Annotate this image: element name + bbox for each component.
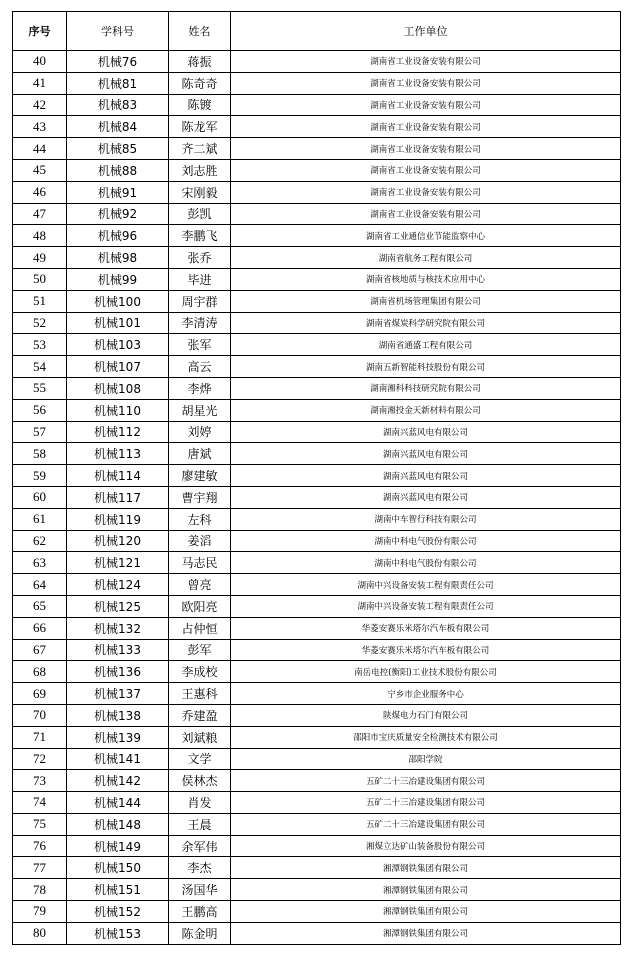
cell-name: 肖发 <box>169 792 231 814</box>
header-row <box>13 12 621 51</box>
cell-subject-no: 机械85 <box>67 138 169 160</box>
cell-subject-no: 机械110 <box>67 399 169 421</box>
table-row <box>13 138 621 160</box>
cell-name: 李成校 <box>169 661 231 683</box>
cell-employer: 湖南省机场管理集团有限公司 <box>231 290 621 312</box>
cell-employer: 湖南中科电气股份有限公司 <box>231 552 621 574</box>
cell-name: 张乔 <box>169 247 231 269</box>
table-row <box>13 574 621 596</box>
table-row <box>13 901 621 923</box>
cell-employer: 湖南省工业设备安装有限公司 <box>231 51 621 73</box>
table-row <box>13 94 621 116</box>
cell-index: 67 <box>13 639 67 661</box>
cell-employer: 湖南省工业通信业节能监察中心 <box>231 225 621 247</box>
cell-employer: 湘潭钢铁集团有限公司 <box>231 857 621 879</box>
cell-subject-no: 机械88 <box>67 159 169 181</box>
cell-subject-no: 机械138 <box>67 704 169 726</box>
cell-name: 李杰 <box>169 857 231 879</box>
cell-name: 左科 <box>169 508 231 530</box>
table-row <box>13 181 621 203</box>
table-header <box>13 12 621 51</box>
table-row <box>13 443 621 465</box>
cell-employer: 湖南湘投金天新材料有限公司 <box>231 399 621 421</box>
cell-employer: 湖南省工业设备安装有限公司 <box>231 159 621 181</box>
cell-employer: 南岳电控(衡阳)工业技术股份有限公司 <box>231 661 621 683</box>
table-row <box>13 159 621 181</box>
cell-employer: 邵阳市宝庆质量安全检测技术有限公司 <box>231 726 621 748</box>
cell-employer: 湖南省工业设备安装有限公司 <box>231 94 621 116</box>
cell-subject-no: 机械91 <box>67 181 169 203</box>
cell-name: 陈金明 <box>169 922 231 944</box>
cell-name: 侯林杰 <box>169 770 231 792</box>
cell-subject-no: 机械99 <box>67 268 169 290</box>
cell-subject-no: 机械76 <box>67 51 169 73</box>
table-row <box>13 617 621 639</box>
cell-employer: 宁乡市企业服务中心 <box>231 683 621 705</box>
cell-subject-no: 机械151 <box>67 879 169 901</box>
table-row <box>13 51 621 73</box>
table-row <box>13 486 621 508</box>
cell-name: 胡星光 <box>169 399 231 421</box>
cell-subject-no: 机械92 <box>67 203 169 225</box>
cell-name: 宋刚毅 <box>169 181 231 203</box>
cell-index: 62 <box>13 530 67 552</box>
cell-name: 高云 <box>169 356 231 378</box>
cell-index: 66 <box>13 617 67 639</box>
cell-subject-no: 机械139 <box>67 726 169 748</box>
cell-employer: 湖南中科电气股份有限公司 <box>231 530 621 552</box>
table-row <box>13 595 621 617</box>
cell-employer: 湖南省工业设备安装有限公司 <box>231 72 621 94</box>
cell-name: 齐二斌 <box>169 138 231 160</box>
cell-subject-no: 机械153 <box>67 922 169 944</box>
cell-subject-no: 机械103 <box>67 334 169 356</box>
table-row <box>13 465 621 487</box>
table-row <box>13 748 621 770</box>
cell-index: 63 <box>13 552 67 574</box>
cell-index: 78 <box>13 879 67 901</box>
cell-subject-no: 机械120 <box>67 530 169 552</box>
cell-employer: 湖南兴蓝风电有限公司 <box>231 421 621 443</box>
cell-index: 60 <box>13 486 67 508</box>
cell-employer: 五矿二十三冶建设集团有限公司 <box>231 770 621 792</box>
cell-index: 42 <box>13 94 67 116</box>
cell-index: 69 <box>13 683 67 705</box>
cell-name: 王惠科 <box>169 683 231 705</box>
cell-index: 77 <box>13 857 67 879</box>
cell-subject-no: 机械133 <box>67 639 169 661</box>
cell-name: 廖建敏 <box>169 465 231 487</box>
cell-name: 汤国华 <box>169 879 231 901</box>
cell-name: 刘斌粮 <box>169 726 231 748</box>
table-row <box>13 312 621 334</box>
cell-index: 40 <box>13 51 67 73</box>
cell-subject-no: 机械141 <box>67 748 169 770</box>
cell-name: 曾亮 <box>169 574 231 596</box>
cell-index: 46 <box>13 181 67 203</box>
cell-index: 75 <box>13 813 67 835</box>
table-row <box>13 268 621 290</box>
cell-index: 65 <box>13 595 67 617</box>
cell-index: 68 <box>13 661 67 683</box>
table-row <box>13 203 621 225</box>
cell-name: 蒋振 <box>169 51 231 73</box>
cell-subject-no: 机械150 <box>67 857 169 879</box>
cell-index: 56 <box>13 399 67 421</box>
cell-subject-no: 机械152 <box>67 901 169 923</box>
cell-name: 王晨 <box>169 813 231 835</box>
cell-subject-no: 机械132 <box>67 617 169 639</box>
table-row <box>13 421 621 443</box>
cell-subject-no: 机械144 <box>67 792 169 814</box>
cell-index: 55 <box>13 377 67 399</box>
header-index: 序号 <box>13 12 67 51</box>
table-row <box>13 116 621 138</box>
cell-index: 73 <box>13 770 67 792</box>
cell-name: 李烨 <box>169 377 231 399</box>
cell-subject-no: 机械124 <box>67 574 169 596</box>
cell-index: 76 <box>13 835 67 857</box>
cell-employer: 邵阳学院 <box>231 748 621 770</box>
table-row <box>13 290 621 312</box>
cell-employer: 湖南省煤炭科学研究院有限公司 <box>231 312 621 334</box>
cell-subject-no: 机械107 <box>67 356 169 378</box>
cell-subject-no: 机械136 <box>67 661 169 683</box>
cell-name: 刘婷 <box>169 421 231 443</box>
cell-employer: 湖南省通盛工程有限公司 <box>231 334 621 356</box>
cell-employer: 湖南湘科科技研究院有限公司 <box>231 377 621 399</box>
cell-name: 周宇群 <box>169 290 231 312</box>
table-row <box>13 704 621 726</box>
cell-employer: 湖南省工业设备安装有限公司 <box>231 203 621 225</box>
header-employer: 工作单位 <box>231 12 621 51</box>
cell-name: 彭军 <box>169 639 231 661</box>
table-row <box>13 879 621 901</box>
cell-index: 79 <box>13 901 67 923</box>
cell-subject-no: 机械112 <box>67 421 169 443</box>
cell-index: 51 <box>13 290 67 312</box>
cell-name: 姜滔 <box>169 530 231 552</box>
cell-employer: 湖南中兴设备安装工程有限责任公司 <box>231 574 621 596</box>
cell-name: 唐斌 <box>169 443 231 465</box>
cell-subject-no: 机械81 <box>67 72 169 94</box>
cell-employer: 陕煤电力石门有限公司 <box>231 704 621 726</box>
cell-name: 李鹏飞 <box>169 225 231 247</box>
table-row <box>13 377 621 399</box>
cell-name: 陈镀 <box>169 94 231 116</box>
table-row <box>13 683 621 705</box>
cell-index: 50 <box>13 268 67 290</box>
table-row <box>13 813 621 835</box>
cell-subject-no: 机械119 <box>67 508 169 530</box>
cell-name: 张军 <box>169 334 231 356</box>
cell-index: 70 <box>13 704 67 726</box>
cell-index: 57 <box>13 421 67 443</box>
cell-index: 43 <box>13 116 67 138</box>
cell-index: 72 <box>13 748 67 770</box>
table-row <box>13 247 621 269</box>
table-row <box>13 770 621 792</box>
table-row <box>13 639 621 661</box>
cell-subject-no: 机械108 <box>67 377 169 399</box>
header-name: 姓名 <box>169 12 231 51</box>
cell-subject-no: 机械113 <box>67 443 169 465</box>
cell-employer: 湖南省核地质与核技术应用中心 <box>231 268 621 290</box>
cell-name: 王鹏高 <box>169 901 231 923</box>
cell-employer: 湖南五新智能科技股份有限公司 <box>231 356 621 378</box>
cell-name: 占仲恒 <box>169 617 231 639</box>
cell-employer: 湘潭钢铁集团有限公司 <box>231 879 621 901</box>
cell-name: 毕进 <box>169 268 231 290</box>
cell-index: 54 <box>13 356 67 378</box>
cell-employer: 湘潭钢铁集团有限公司 <box>231 922 621 944</box>
cell-name: 彭凯 <box>169 203 231 225</box>
cell-employer: 湘潭钢铁集团有限公司 <box>231 901 621 923</box>
cell-name: 刘志胜 <box>169 159 231 181</box>
table-row <box>13 225 621 247</box>
cell-employer: 湖南兴蓝风电有限公司 <box>231 465 621 487</box>
cell-employer: 五矿二十三冶建设集团有限公司 <box>231 813 621 835</box>
cell-name: 李清涛 <box>169 312 231 334</box>
cell-employer: 湖南兴蓝风电有限公司 <box>231 486 621 508</box>
cell-subject-no: 机械142 <box>67 770 169 792</box>
cell-employer: 湖南省航务工程有限公司 <box>231 247 621 269</box>
cell-index: 41 <box>13 72 67 94</box>
cell-name: 陈龙军 <box>169 116 231 138</box>
cell-index: 58 <box>13 443 67 465</box>
cell-subject-no: 机械83 <box>67 94 169 116</box>
cell-subject-no: 机械117 <box>67 486 169 508</box>
cell-index: 47 <box>13 203 67 225</box>
cell-subject-no: 机械114 <box>67 465 169 487</box>
header-subject-no: 学科号 <box>67 12 169 51</box>
personnel-table <box>12 11 621 945</box>
cell-employer: 五矿二十三冶建设集团有限公司 <box>231 792 621 814</box>
cell-employer: 湖南省工业设备安装有限公司 <box>231 116 621 138</box>
cell-employer: 湖南省工业设备安装有限公司 <box>231 181 621 203</box>
cell-subject-no: 机械96 <box>67 225 169 247</box>
cell-subject-no: 机械125 <box>67 595 169 617</box>
cell-name: 文学 <box>169 748 231 770</box>
cell-employer: 湖南兴蓝风电有限公司 <box>231 443 621 465</box>
cell-subject-no: 机械149 <box>67 835 169 857</box>
table-row <box>13 356 621 378</box>
cell-employer: 湘煤立达矿山装备股份有限公司 <box>231 835 621 857</box>
cell-index: 59 <box>13 465 67 487</box>
table-row <box>13 661 621 683</box>
cell-name: 余军伟 <box>169 835 231 857</box>
cell-index: 61 <box>13 508 67 530</box>
cell-subject-no: 机械121 <box>67 552 169 574</box>
cell-name: 曹宇翔 <box>169 486 231 508</box>
cell-employer: 华菱安赛乐米塔尔汽车板有限公司 <box>231 639 621 661</box>
cell-index: 80 <box>13 922 67 944</box>
cell-name: 陈奇奇 <box>169 72 231 94</box>
table-row <box>13 334 621 356</box>
cell-subject-no: 机械84 <box>67 116 169 138</box>
table-row <box>13 857 621 879</box>
cell-index: 48 <box>13 225 67 247</box>
table-body <box>13 51 621 945</box>
table-row <box>13 552 621 574</box>
cell-index: 53 <box>13 334 67 356</box>
cell-employer: 湖南省工业设备安装有限公司 <box>231 138 621 160</box>
cell-subject-no: 机械100 <box>67 290 169 312</box>
cell-subject-no: 机械148 <box>67 813 169 835</box>
cell-index: 45 <box>13 159 67 181</box>
cell-subject-no: 机械137 <box>67 683 169 705</box>
table-row <box>13 399 621 421</box>
cell-index: 71 <box>13 726 67 748</box>
cell-employer: 湖南中兴设备安装工程有限责任公司 <box>231 595 621 617</box>
table-row <box>13 835 621 857</box>
cell-name: 乔建盈 <box>169 704 231 726</box>
table-row <box>13 72 621 94</box>
table-row <box>13 792 621 814</box>
cell-subject-no: 机械98 <box>67 247 169 269</box>
table-row <box>13 530 621 552</box>
table-row <box>13 726 621 748</box>
cell-subject-no: 机械101 <box>67 312 169 334</box>
cell-employer: 湖南中车智行科技有限公司 <box>231 508 621 530</box>
table-row <box>13 508 621 530</box>
cell-index: 64 <box>13 574 67 596</box>
cell-index: 44 <box>13 138 67 160</box>
table-row <box>13 922 621 944</box>
cell-name: 马志民 <box>169 552 231 574</box>
cell-name: 欧阳亮 <box>169 595 231 617</box>
cell-index: 74 <box>13 792 67 814</box>
cell-index: 49 <box>13 247 67 269</box>
cell-employer: 华菱安赛乐米塔尔汽车板有限公司 <box>231 617 621 639</box>
cell-index: 52 <box>13 312 67 334</box>
